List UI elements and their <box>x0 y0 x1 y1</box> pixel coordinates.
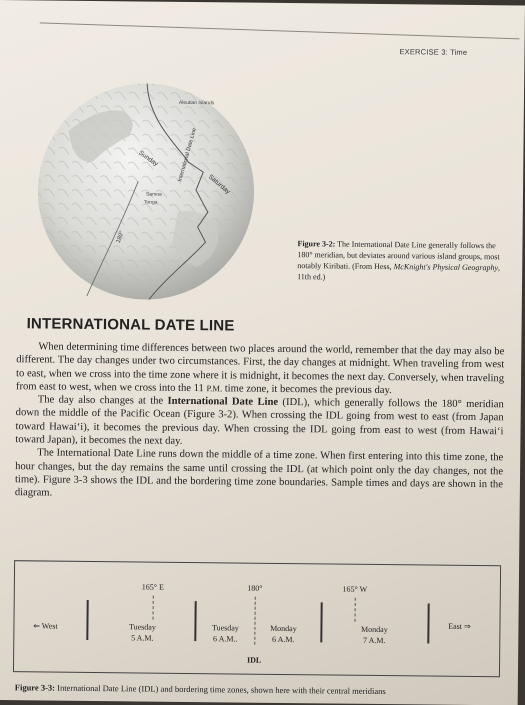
idl-label: IDL <box>246 655 262 665</box>
zone-boundary-4 <box>427 604 429 644</box>
figure-3-3-text: International Date Line (IDL) and bordering time zones, shown here with their central meridians <box>57 682 386 697</box>
meridian-label-165e: 165° E <box>141 582 164 592</box>
paragraph-3: The International Date Line runs down the middle of a time zone. When first entering into this time zone, the hour changes, but the day remains the same until crossing the IDL (at which point only the day changes, not the time). Figure 3-3 shows the IDL and the bordering time zone boundaries. Sample times and days are shown in the diagram. <box>14 447 504 499</box>
globe-label-meridian: 180° <box>115 230 126 244</box>
globe-label-aleutian: Aleutian Islands <box>178 99 215 107</box>
body-text <box>15 340 505 505</box>
figure-3-2-text-2: , 11th ed.) <box>297 263 501 282</box>
zone-3-day: Monday <box>270 623 297 634</box>
zone-boundary-2 <box>194 601 196 641</box>
paragraph-1-part-a: When determining time differences between two places around the world, remember that the day may also be different. The day changes under two circumstances. First, the day changes at midnight. When traveling from west to east, when we cross into the time zone where it is midnight, it becomes the next day. Conversely, when traveling from east to west, when we cross into the 11 <box>15 341 505 395</box>
meridian-label-180: 180° <box>247 583 263 593</box>
meridian-tick-165e <box>153 596 154 620</box>
zone-4-time: 7 A.M. <box>363 635 386 646</box>
running-head: EXERCISE 3: Time <box>399 47 468 57</box>
zone-boundary-1 <box>86 600 88 640</box>
zone-boundary-3 <box>320 602 322 642</box>
figure-3-2-source: McKnight's Physical Geography <box>393 262 499 273</box>
meridian-label-165w: 165° W <box>342 584 368 594</box>
globe-illustration <box>27 60 260 302</box>
paragraph-1-part-b: time zone, it becomes the previous day. <box>222 383 392 397</box>
globe-label-sunday: Sunday <box>137 149 160 168</box>
figure-3-3-label: Figure 3-3: <box>14 682 56 693</box>
paragraph-1-pm: P.M. <box>206 383 223 394</box>
figure-3-2-caption <box>297 238 502 284</box>
globe-label-idl: International Date Line <box>177 127 198 183</box>
paragraph-2-part-a: The day also changes at the <box>37 394 168 407</box>
meridian-tick-165w <box>355 598 356 622</box>
globe-label-tonga: Tonga <box>143 199 158 206</box>
figure-3-2-label: Figure 3-2: <box>297 239 336 249</box>
globe-figure <box>27 60 260 302</box>
zone-1-day: Tuesday <box>128 622 156 632</box>
figure-3-3-caption <box>15 682 515 697</box>
header-rule <box>40 22 520 39</box>
zone-3-time: 6 A.M. <box>272 634 295 645</box>
idl-dashed-line <box>254 597 256 645</box>
zone-2-day: Tuesday <box>211 623 239 633</box>
zone-2-time: 6 A.M.. <box>213 634 238 644</box>
west-arrow-label: ⇐ West <box>33 621 58 631</box>
paragraph-2-part-b: (IDL), which generally follows the 180° meridian down the middle of the Pacific Ocean (Figure 3-2). When crossing the IDL going from west to east (from Japan toward Hawai‘i), it becomes the previous day. When crossing the IDL going from east to west (from Hawai‘i toward Japan), it becomes the next day. <box>15 397 504 448</box>
paragraph-1 <box>16 340 505 398</box>
globe-label-saturday: Saturday <box>206 173 232 196</box>
globe-label-samoa: Samoa <box>145 191 162 198</box>
idl-diagram <box>13 560 501 677</box>
paragraph-2 <box>15 393 504 451</box>
zone-1-time: 5 A.M. <box>131 633 154 643</box>
section-title: INTERNATIONAL DATE LINE <box>26 315 235 335</box>
paragraph-2-term: International Date Line <box>167 395 279 409</box>
zone-4-day: Monday <box>361 624 388 635</box>
figure-3-2-text-1: The International Date Line generally follows the 180° meridian, but deviates around various island groups, most notably Kiribati. (From Hess, <box>297 239 500 272</box>
east-arrow-label: East ⇒ <box>448 621 471 631</box>
